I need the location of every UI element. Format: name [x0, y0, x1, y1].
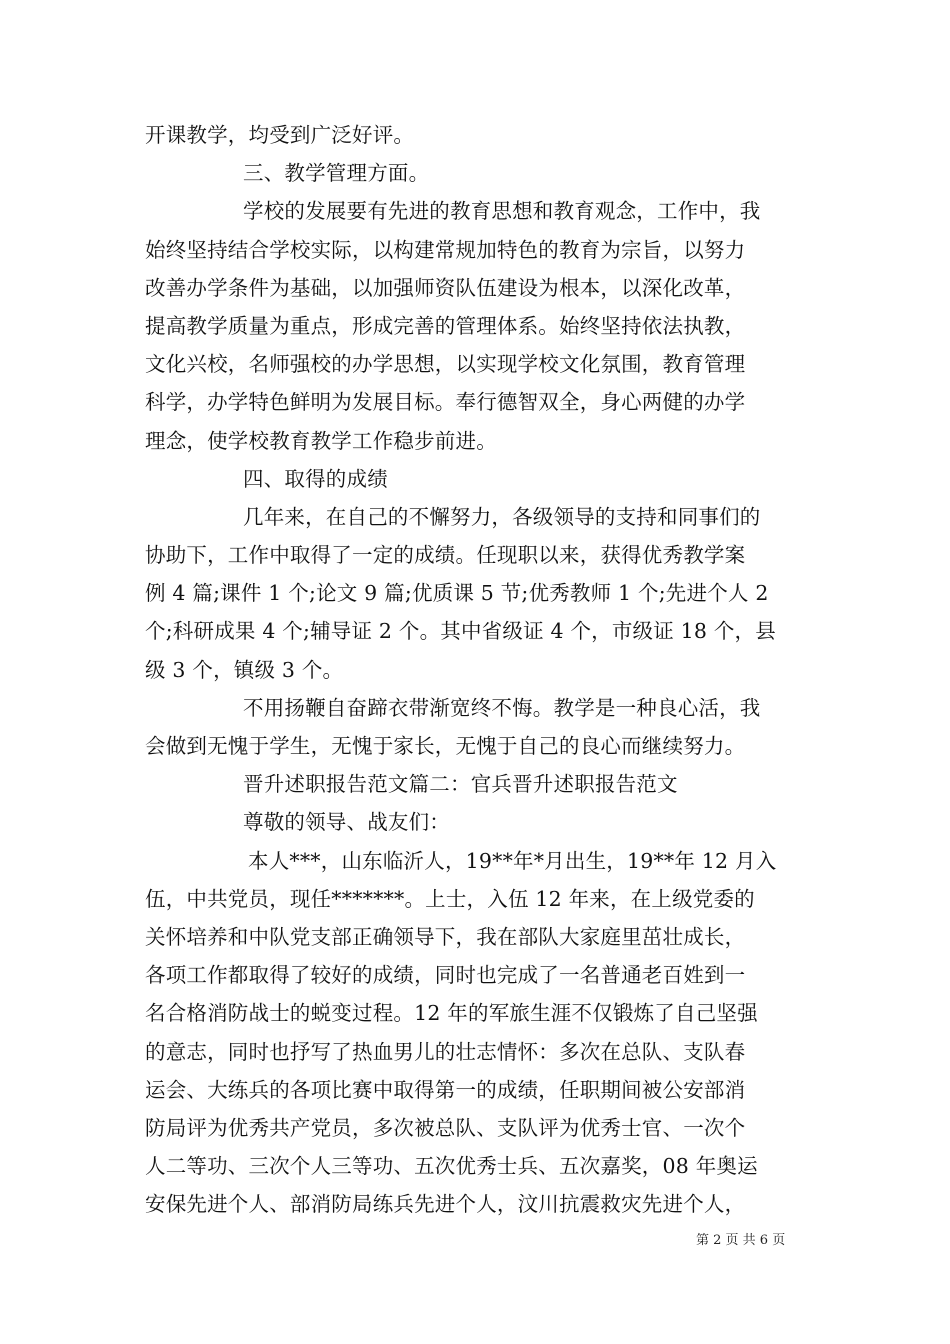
text-line: 改善办学条件为基础，以加强师资队伍建设为根本，以深化改革，: [145, 275, 746, 300]
salutation: 尊敬的领导、战友们：: [243, 810, 450, 835]
text-line: 科学，办学特色鲜明为发展目标。奉行德智双全，身心两健的办学: [145, 390, 746, 415]
text-line: 本人***，山东临沂人，19**年*月出生，19**年 12 月入: [248, 848, 777, 873]
text-line: 运会、大练兵的各项比赛中取得第一的成绩，任职期间被公安部消: [145, 1077, 746, 1102]
text-line: 协助下，工作中取得了一定的成绩。任现职以来，获得优秀教学案: [145, 543, 746, 568]
text-line: 文化兴校，名师强校的办学思想，以实现学校文化氛围，教育管理: [145, 352, 746, 377]
text-line: 的意志，同时也抒写了热血男儿的壮志情怀：多次在总队、支队春: [145, 1039, 746, 1064]
page-number: 第 2 页 共 6 页: [696, 1233, 786, 1248]
text-line: 学校的发展要有先进的教育思想和教育观念，工作中，我: [243, 199, 761, 224]
text-line: 防局评为优秀共产党员，多次被总队、支队评为优秀士官、一次个: [145, 1115, 746, 1140]
article-title: 晋升述职报告范文篇二：官兵晋升述职报告范文: [243, 772, 678, 797]
text-line: 不用扬鞭自奋蹄衣带渐宽终不悔。教学是一种良心活，我: [243, 695, 761, 720]
text-line: 人二等功、三次个人三等功、五次优秀士兵、五次嘉奖，08 年奥运: [145, 1154, 758, 1179]
section-heading: 四、取得的成绩: [243, 466, 388, 491]
text-line: 例 4 篇;课件 1 个;论文 9 篇;优质课 5 节;优秀教师 1 个;先进个人 2: [145, 581, 769, 606]
text-line: 伍，中共党员，现任*******。上士，入伍 12 年来，在上级党委的: [145, 886, 755, 911]
text-line: 理念，使学校教育教学工作稳步前进。: [145, 428, 497, 453]
text-line: 关怀培养和中队党支部正确领导下，我在部队大家庭里茁壮成长，: [145, 924, 746, 949]
text-line: 各项工作都取得了较好的成绩，同时也完成了一名普通老百姓到一: [145, 963, 746, 988]
text-line: 开课教学，均受到广泛好评。: [145, 123, 415, 147]
section-heading: 三、教学管理方面。: [243, 161, 430, 186]
text-line: 个;科研成果 4 个;辅导证 2 个。其中省级证 4 个，市级证 18 个，县: [145, 619, 776, 644]
text-line: 名合格消防战士的蜕变过程。12 年的军旅生涯不仅锻炼了自己坚强: [145, 1001, 758, 1026]
document-body: [145, 116, 809, 1223]
text-line: 始终坚持结合学校实际，以构建常规加特色的教育为宗旨，以努力: [145, 237, 746, 262]
text-line: 会做到无愧于学生，无愧于家长，无愧于自己的良心而继续努力。: [145, 734, 746, 758]
text-line: 几年来，在自己的不懈努力，各级领导的支持和同事们的: [243, 504, 761, 529]
text-line: 提高教学质量为重点，形成完善的管理体系。始终坚持依法执教，: [145, 313, 746, 338]
text-line: 级 3 个，镇级 3 个。: [145, 657, 344, 682]
text-line: 安保先进个人、部消防局练兵先进个人，汶川抗震救灾先进个人，: [145, 1192, 746, 1217]
